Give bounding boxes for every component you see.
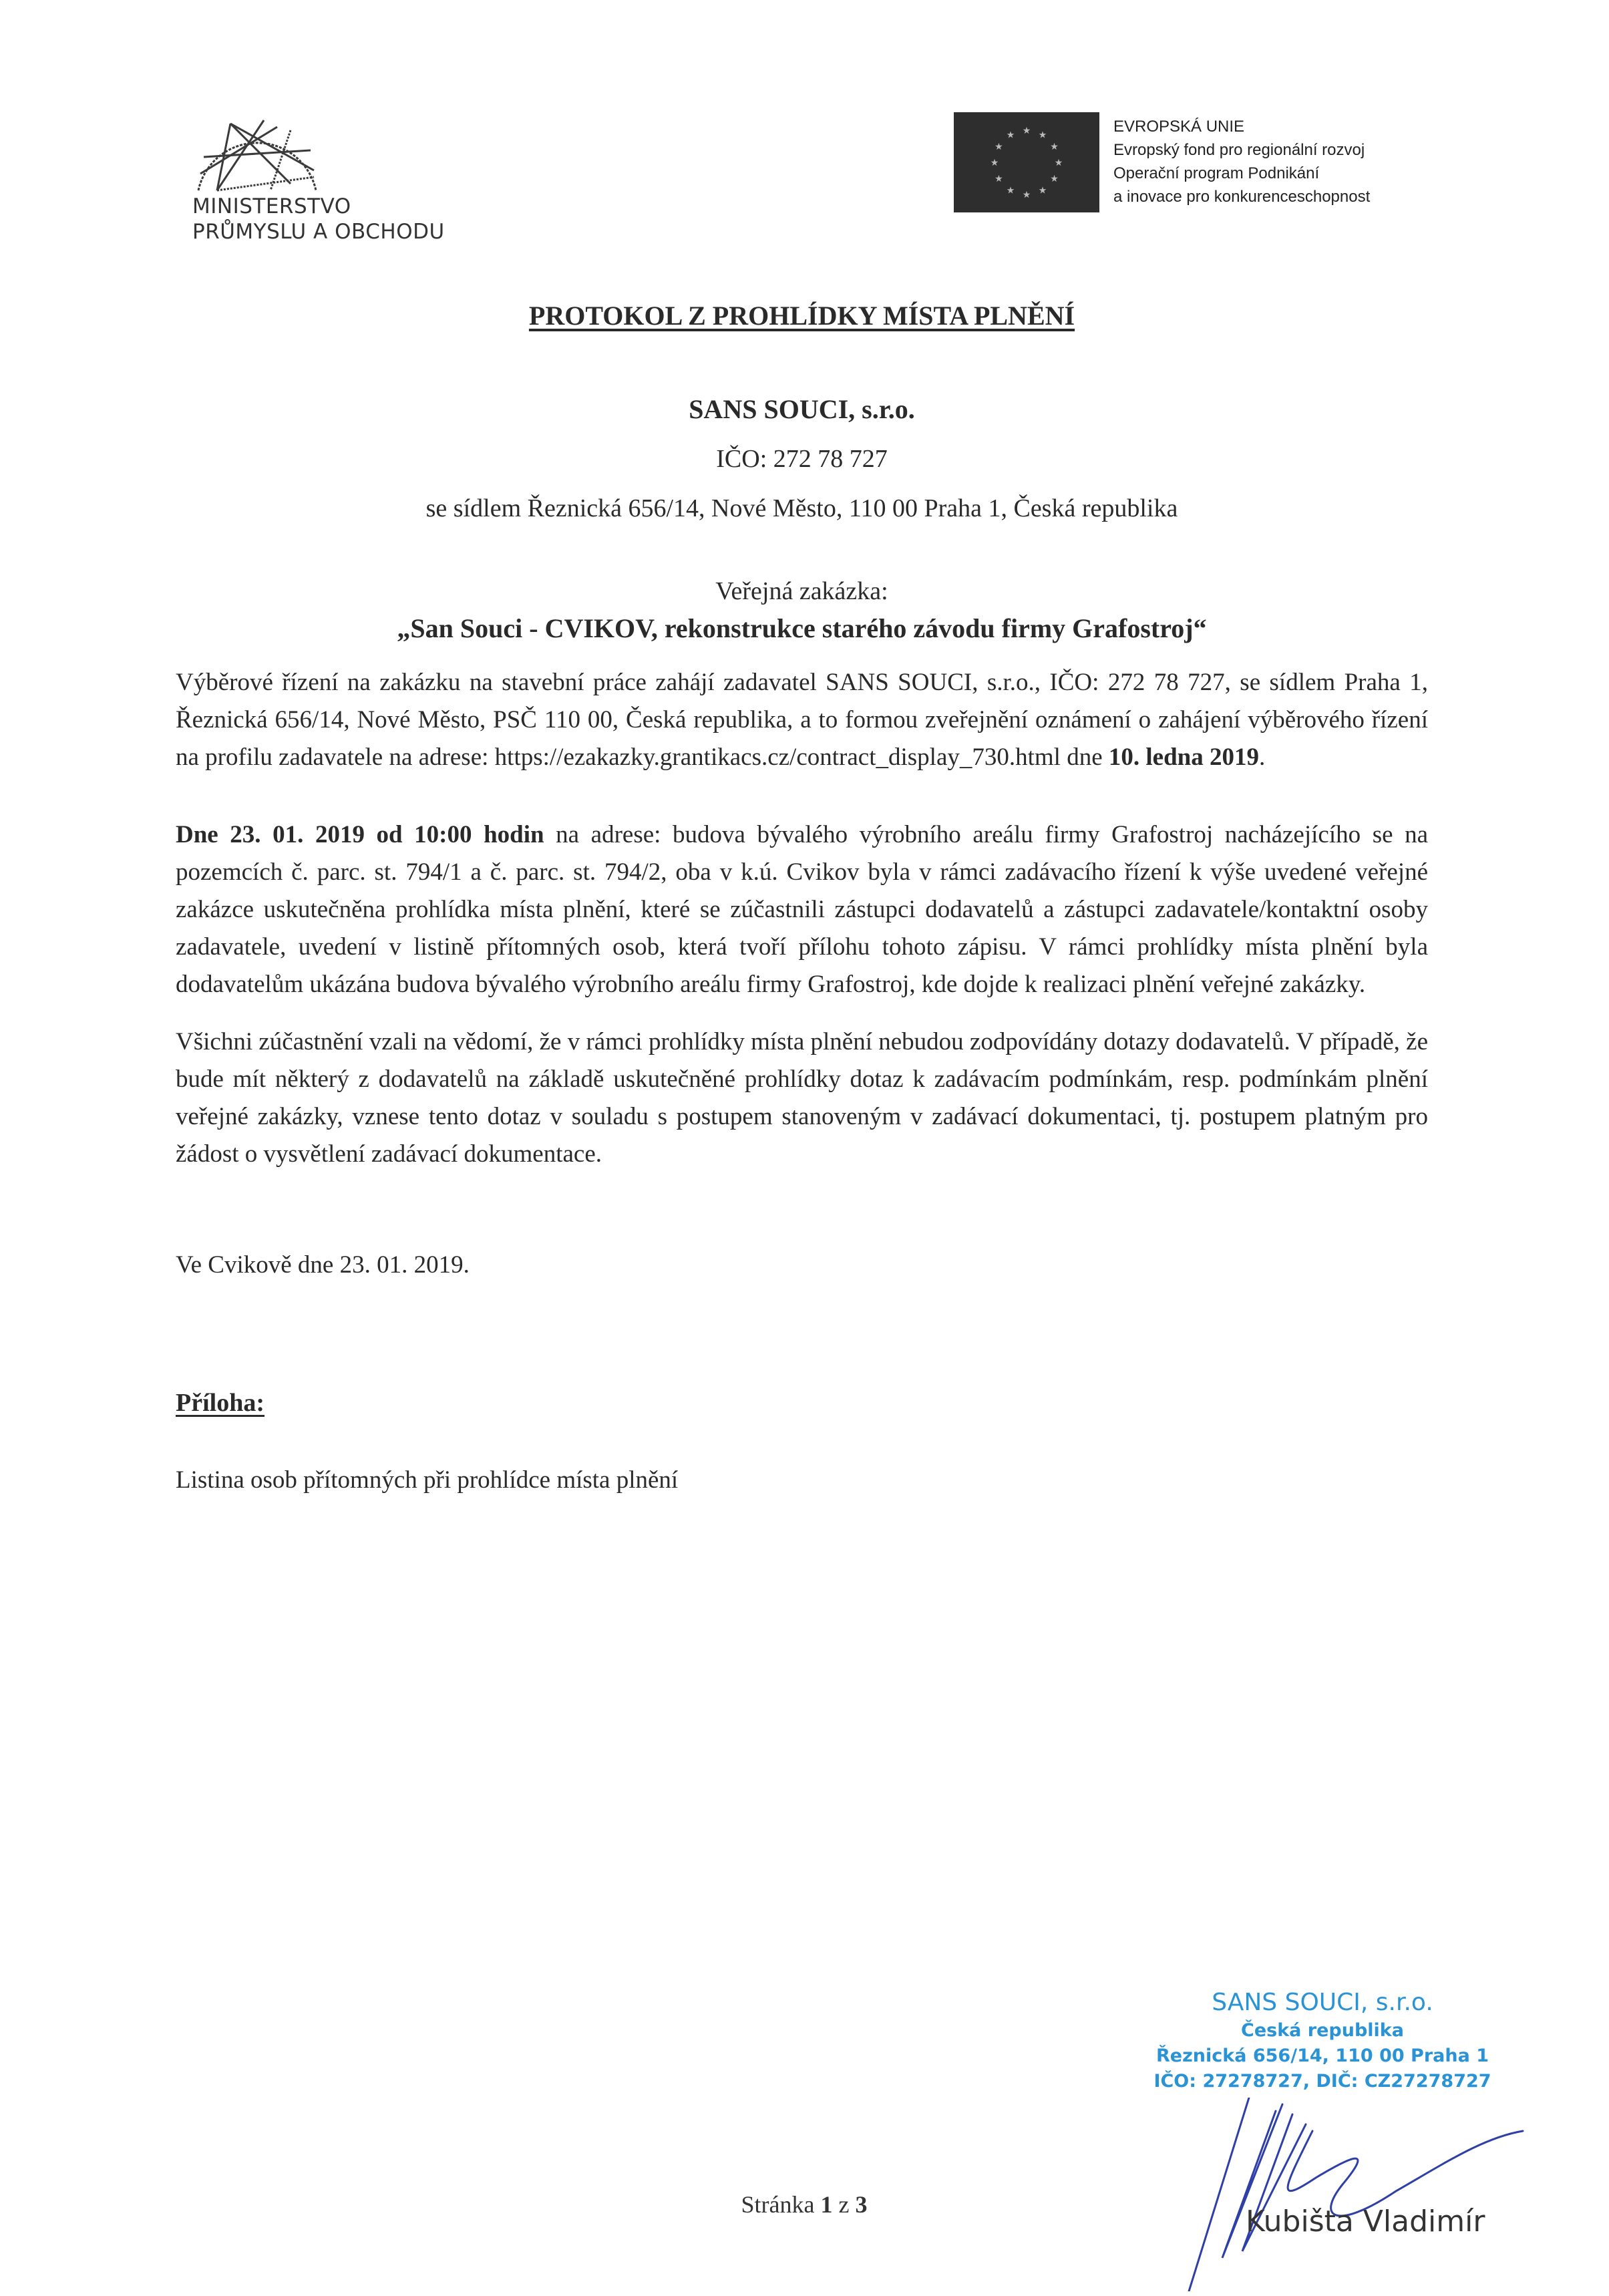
- eu-program-text: [1113, 115, 1370, 208]
- stamp-line-3: Řeznická 656/14, 110 00 Praha 1: [1155, 2045, 1489, 2066]
- page-current: 1: [820, 2191, 833, 2218]
- handwritten-signature: [1176, 2098, 1550, 2291]
- contract-label: Veřejná zakázka:: [715, 577, 888, 605]
- company-name: SANS SOUCI, s.r.o.: [689, 394, 915, 424]
- signer-name: Kubišta Vladimír: [1246, 2204, 1485, 2239]
- page-number: [534, 2190, 1074, 2219]
- ministry-logo-icon: [190, 110, 324, 197]
- eu-star-icon: ★: [1022, 126, 1031, 136]
- paragraph-questions: Všichni zúčastnění vzali na vědomí, že v rámci prohlídky místa plnění nebudou zodpovídány dotazy dodavatelů. V případě, že bude mít některý z dodavatelů na základě uskutečněné prohlídky dotaz k zadávacím podmínkám, resp. podmínkám plnění veřejné zakázky, vznese tento dotaz v souladu s postupem stanoveným v zadávací dokumentaci, tj. postupem platným pro žádost o vysvětlení zadávací dokumentace.: [176, 1028, 1428, 1168]
- stamp-line-2: Česká republika: [1241, 2020, 1404, 2041]
- place-and-date: Ve Cvikově dne 23. 01. 2019.: [176, 1251, 470, 1279]
- eu-star-icon: ★: [1054, 158, 1063, 168]
- stamp-line-4: IČO: 27278727, DIČ: CZ27278727: [1153, 2071, 1491, 2092]
- company-ico: IČO: 272 78 727: [716, 445, 888, 473]
- stamp-line-1: SANS SOUCI, s.r.o.: [1212, 1989, 1433, 2016]
- eu-star-icon: ★: [1038, 186, 1047, 196]
- page-total: 3: [855, 2191, 868, 2218]
- eu-star-icon: ★: [1050, 142, 1059, 152]
- announcement-date: 10. ledna 2019: [1108, 744, 1259, 771]
- paragraph-site-visit: [176, 816, 1428, 1003]
- eu-star-icon: ★: [1006, 186, 1015, 196]
- document-title: PROTOKOL Z PROHLÍDKY MÍSTA PLNĚNÍ: [528, 301, 1075, 331]
- attachment-item: Listina osob přítomných při prohlídce místa plnění: [176, 1466, 679, 1494]
- paragraph-end: .: [1259, 744, 1266, 771]
- ministry-line-2: PRŮMYSLU A OBCHODU: [192, 220, 445, 244]
- document-body: [176, 299, 1428, 1499]
- eu-star-icon: ★: [1038, 130, 1047, 141]
- eu-star-icon: ★: [1006, 130, 1015, 141]
- eu-star-icon: ★: [990, 158, 999, 168]
- ministry-line-1: MINISTERSTVO: [192, 194, 351, 218]
- ministry-name: [192, 194, 445, 244]
- company-address: se sídlem Řeznická 656/14, Nové Město, 110 00 Praha 1, Česká republika: [425, 494, 1178, 522]
- eu-line: Evropský fond pro regionální rozvoj: [1113, 141, 1365, 159]
- contract-name: „San Souci - CVIKOV, rekonstrukce starého závodu firmy Grafostroj“: [397, 613, 1207, 643]
- eu-line: a inovace pro konkurenceschopnost: [1113, 188, 1371, 206]
- paragraph-tender-announcement: [176, 664, 1428, 776]
- paragraph-text: na adrese: budova bývalého výrobního areálu firmy Grafostroj nacházejícího se na pozemcích č. parc. st. 794/1 a č. parc. st. 794/2, oba v k.ú. Cvikov byla v rámci zadávacího řízení k výše uvedené veřejné zakázce uskutečněna prohlídka místa plnění, které se zúčastnili zástupci dodavatelů a zástupci zadavatele/kontaktní osoby zadavatele, uvedení v listině přítomných osob, která tvoří přílohu tohoto zápisu. V rámci prohlídky místa plnění byla dodavatelům ukázána budova bývalého výrobního areálu firmy Grafostroj, kde dojde k realizaci plnění veřejné zakázky.: [176, 821, 1429, 998]
- eu-star-icon: ★: [1022, 190, 1031, 200]
- visit-datetime: Dne 23. 01. 2019 od 10:00 hodin: [176, 821, 544, 848]
- paragraph-text: Výběrové řízení na zakázku na stavební práce zahájí zadavatel SANS SOUCI, s.r.o., IČO: 272 78 727, se sídlem Praha 1, Řeznická 656/14, Nové Město, PSČ 110 00, Česká republika, a to formou zveřejnění oznámení o zahájení výběrového řízení na profilu zadavatele na adrese: https://ezakazky.grantikacs.cz/contract_display_730.html dne: [176, 669, 1428, 771]
- eu-line: Operační program Podnikání: [1113, 164, 1320, 182]
- eu-flag-icon: [954, 112, 1099, 212]
- eu-star-icon: ★: [1050, 174, 1059, 184]
- eu-star-icon: ★: [995, 142, 1003, 152]
- attachment-heading: Příloha:: [176, 1389, 264, 1417]
- page-separator: z: [838, 2191, 850, 2218]
- company-stamp: [1135, 1987, 1509, 2094]
- eu-line: EVROPSKÁ UNIE: [1113, 118, 1245, 136]
- eu-star-icon: ★: [995, 174, 1003, 184]
- page-prefix: Stránka: [741, 2191, 815, 2218]
